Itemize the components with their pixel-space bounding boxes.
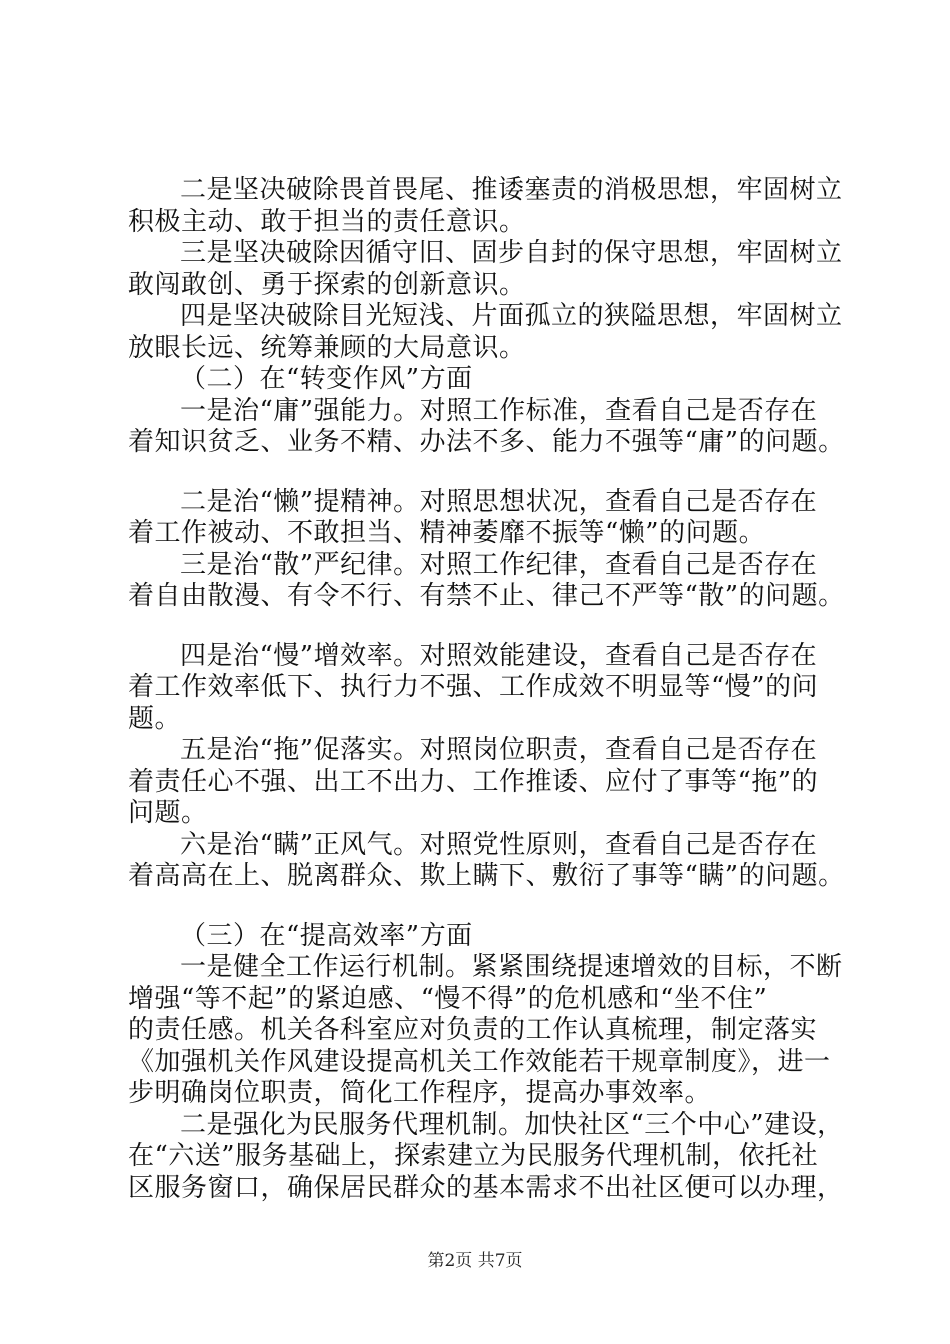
paragraph-line: 四是治“慢”增效率。对照效能建设，查看自己是否存在 bbox=[180, 640, 818, 671]
paragraph-line: 一是健全工作运行机制。紧紧围绕提速增效的目标，不断 bbox=[180, 952, 843, 982]
paragraph-line: 着知识贫乏、业务不精、办法不多、能力不强等“庸”的问题。 bbox=[128, 427, 845, 457]
paragraph-line: 四是坚决破除目光短浅、片面孤立的狭隘思想，牢固树立 bbox=[180, 301, 843, 331]
section-heading: （三）在“提高效率”方面 bbox=[180, 920, 473, 951]
document-body bbox=[128, 175, 848, 1204]
paragraph-line: 放眼长远、统筹兼顾的大局意识。 bbox=[128, 332, 526, 363]
paragraph-line: 着责任心不强、出工不出力、工作推诿、应付了事等“拖”的 bbox=[128, 766, 819, 797]
paragraph-line: 二是坚决破除畏首畏尾、推诿塞责的消极思想，牢固树立 bbox=[180, 175, 843, 205]
paragraph-line: 二是强化为民服务代理机制。加快社区“三个中心”建设， bbox=[180, 1109, 844, 1140]
paragraph-gap bbox=[128, 459, 848, 487]
paragraph-line: 着工作被动、不敢担当、精神萎靡不振等“懒”的问题。 bbox=[128, 518, 766, 548]
paragraph-line: 《加强机关作风建设提高机关工作效能若干规章制度》，进一 bbox=[128, 1046, 831, 1077]
paragraph-line: 着自由散漫、有令不行、有禁不止、律己不严等“散”的问题。 bbox=[128, 581, 845, 611]
paragraph-line: 区服务窗口，确保居民群众的基本需求不出社区便可以办理， bbox=[128, 1172, 844, 1203]
paragraph-line: 题。 bbox=[128, 703, 182, 734]
paragraph-line: 一是治“庸”强能力。对照工作标准，查看自己是否存在 bbox=[180, 395, 818, 426]
paragraph-line: 着高高在上、脱离群众、欺上瞒下、敷衍了事等“瞒”的问题。 bbox=[128, 861, 845, 891]
paragraph-line: 问题。 bbox=[128, 798, 208, 828]
page-footer: 第2页 共7页 bbox=[427, 1251, 523, 1271]
paragraph-line: 敢闯敢创、勇于探索的创新意识。 bbox=[128, 269, 526, 300]
paragraph-line: 三是治“散”严纪律。对照工作纪律，查看自己是否存在 bbox=[180, 549, 818, 580]
paragraph-gap bbox=[128, 893, 848, 921]
paragraph-line: 在“六送”服务基础上，探索建立为民服务代理机制，依托社 bbox=[128, 1141, 819, 1171]
paragraph-line: 增强“等不起”的紧迫感、“慢不得”的危机感和“坐不住” bbox=[128, 983, 768, 1014]
paragraph-line: 的责任感。机关各科室应对负责的工作认真梳理，制定落实 bbox=[128, 1015, 818, 1045]
paragraph-line: 五是治“拖”促落实。对照岗位职责，查看自己是否存在 bbox=[180, 735, 818, 765]
section-heading: （二）在“转变作风”方面 bbox=[180, 364, 473, 394]
paragraph-line: 二是治“懒”提精神。对照思想状况，查看自己是否存在 bbox=[180, 486, 818, 517]
paragraph-line: 着工作效率低下、执行力不强、工作成效不明显等“慢”的问 bbox=[128, 672, 819, 702]
paragraph-line: 三是坚决破除因循守旧、固步自封的保守思想，牢固树立 bbox=[180, 238, 843, 268]
paragraph-line: 步明确岗位职责，简化工作程序，提高办事效率。 bbox=[128, 1078, 712, 1108]
paragraph-line: 积极主动、敢于担当的责任意识。 bbox=[128, 206, 526, 237]
paragraph-line: 六是治“瞒”正风气。对照党性原则，查看自己是否存在 bbox=[180, 829, 818, 860]
paragraph-gap bbox=[128, 613, 848, 641]
